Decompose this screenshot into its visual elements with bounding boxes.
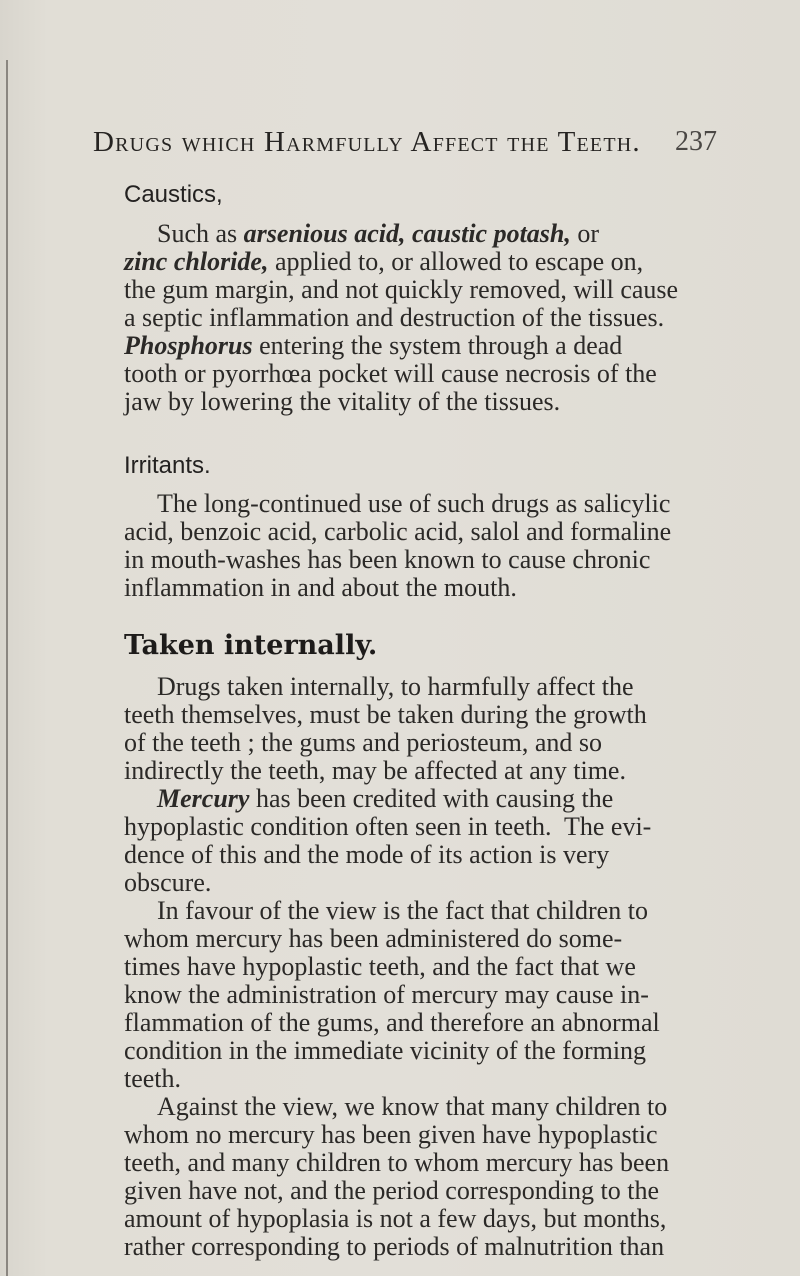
taken-internally-line-9: In favour of the view is the fact that children to xyxy=(157,896,648,925)
page-edge-line xyxy=(6,60,8,1276)
page-number: 237 xyxy=(675,126,717,157)
caustics-line-6: tooth or pyorrhœa pocket will cause necrosis of the xyxy=(124,359,657,388)
taken-internally-line-3: of the teeth ; the gums and periosteum, and so xyxy=(124,728,603,757)
irritants-line-1: The long-continued use of such drugs as salicylic xyxy=(157,489,671,518)
taken-internally-line-8: obscure. xyxy=(124,868,212,897)
taken-internally-line-13: flammation of the gums, and therefore an abnormal xyxy=(124,1008,660,1037)
taken-internally-line-1: Drugs taken internally, to harmfully affect the xyxy=(157,672,634,701)
taken-internally-line-17: whom no mercury has been given have hypoplastic xyxy=(124,1120,658,1149)
caustics-line-3: the gum margin, and not quickly removed, will cause xyxy=(124,275,679,304)
heading-caustics: Caustics, xyxy=(124,181,223,208)
taken-internally-line-19: given have not, and the period corresponding to the xyxy=(124,1176,660,1205)
taken-internally-line-14: condition in the immediate vicinity of the forming xyxy=(124,1036,647,1065)
irritants-line-4: inflammation in and about the mouth. xyxy=(124,573,517,602)
taken-internally-line-11: times have hypoplastic teeth, and the fact that we xyxy=(124,952,636,981)
caustics-line-4: a septic inflammation and destruction of the tissues. xyxy=(124,303,665,332)
drug-name-emphasis: zinc chloride, xyxy=(124,247,269,276)
irritants-line-3: in mouth-washes has been known to cause chronic xyxy=(124,545,651,574)
drug-name-emphasis: Phosphorus xyxy=(124,331,253,360)
taken-internally-line-18: teeth, and many children to whom mercury has been xyxy=(124,1148,670,1177)
taken-internally-line-20: amount of hypoplasia is not a few days, but months, xyxy=(124,1204,667,1233)
taken-internally-line-2: teeth themselves, must be taken during the growth xyxy=(124,700,647,729)
taken-internally-line-15: teeth. xyxy=(124,1064,182,1093)
drug-name-emphasis: Mercury xyxy=(157,784,250,813)
caustics-line-2: zinc chloride, applied to, or allowed to escape on, xyxy=(124,247,644,276)
drug-name-emphasis: arsenious acid, caustic potash, xyxy=(243,219,571,248)
taken-internally-line-21: rather corresponding to periods of malnutrition than xyxy=(124,1232,665,1261)
taken-internally-line-5: Mercury has been credited with causing the xyxy=(157,784,614,813)
caustics-line-1: Such as arsenious acid, caustic potash, or xyxy=(157,219,600,248)
taken-internally-line-7: dence of this and the mode of its action is very xyxy=(124,840,610,869)
heading-taken-internally: Taken internally. xyxy=(124,630,378,661)
taken-internally-line-6: hypoplastic condition often seen in teeth. The evi- xyxy=(124,812,652,841)
taken-internally-line-4: indirectly the teeth, may be affected at any time. xyxy=(124,756,626,785)
taken-internally-line-10: whom mercury has been administered do some- xyxy=(124,924,623,953)
running-head-title: Drugs which Harmfully Affect the Teeth. xyxy=(93,126,641,158)
heading-irritants: Irritants. xyxy=(124,452,211,479)
taken-internally-line-16: Against the view, we know that many children to xyxy=(157,1092,668,1121)
taken-internally-line-12: know the administration of mercury may cause in- xyxy=(124,980,649,1009)
caustics-line-5: Phosphorus entering the system through a dead xyxy=(124,331,623,360)
caustics-line-7: jaw by lowering the vitality of the tissues. xyxy=(124,387,561,416)
irritants-line-2: acid, benzoic acid, carbolic acid, salol and formaline xyxy=(124,517,672,546)
